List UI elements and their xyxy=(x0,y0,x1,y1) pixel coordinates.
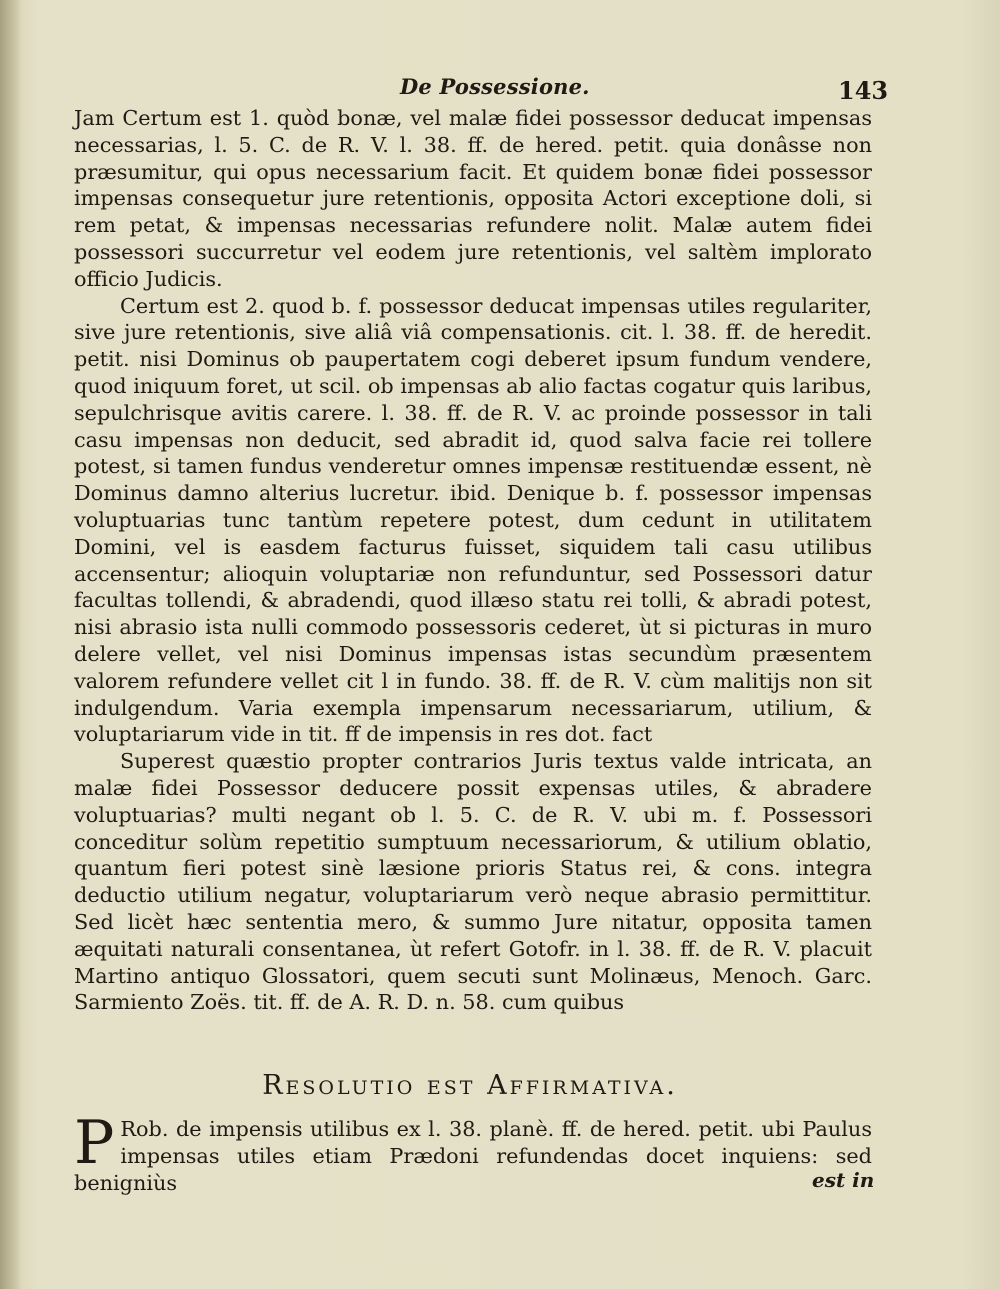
page-spine-shadow xyxy=(0,0,22,1289)
resolution-paragraph xyxy=(74,1108,875,1197)
page-header xyxy=(0,70,1000,106)
paragraph-3: Superest quæstio propter contrarios Juris textus valde intricata, an malæ fidei Possessor deducere possit expensas utiles, & abradere voluptuarias? multi negant ob l. 5. C. de R. V. ubi m. f. Possessori conceditur solùm repetitio sumptuum necessariorum, & utilium oblatio, quantum fieri potest sinè læsione prioris Status rei, & cons. integra deductio utilium negatur, voluptariarum verò neque abrasio permittitur. Sed licèt hæc sententia mero, & summo Jure nitatur, opposita tamen æquitati naturali consentanea, ùt refert Gotofr. in l. 38. ff. de R. V. placuit Martino antiquo Glossatori, quem secuti sunt Molinæus, Menoch. Garc. Sarmiento Zoës. tit. ff. de A. R. D. n. 58. cum quibus xyxy=(74,749,872,1015)
running-title: De Possessione. xyxy=(400,74,590,99)
section-heading: Resolutio est Affirmativa. xyxy=(262,1070,678,1101)
drop-cap: P xyxy=(74,1108,115,1178)
page-number: 143 xyxy=(838,76,889,105)
body-text xyxy=(74,105,872,1016)
catchword: est in xyxy=(812,1168,875,1192)
paragraph-2: Certum est 2. quod b. f. possessor deducat impensas utiles regulariter, sive jure retentionis, sive aliâ viâ compensationis. cit. l. 38. ff. de heredit. petit. nisi Dominus ob paupertatem cogi deberet ipsum fundum vendere, quod iniquum foret, ut scil. ob impensas ab alio factas cogatur quis laribus, sepulchrisque avitis carere. l. 38. ff. de R. V. ac proinde possessor in tali casu impensas non deducit, sed abradit id, quod salva facie rei tollere potest, si tamen fundus venderetur omnes impensæ restituendæ essent, nè Dominus damno alterius lucretur. ibid. Denique b. f. possessor impensas voluptuarias tunc tantùm repetere potest, dum cedunt in utilitatem Domini, vel is easdem facturus fuisset, siquidem tali casu utilibus accensentur; alioquin voluptariæ non refunduntur, sed Possessori datur facultas tollendi, & abradendi, quod illæso statu rei tolli, & abradi potest, nisi abrasio ista nulli commodo possessoris cederet, ùt si picturas in muro delere vellet, vel nisi Dominus impensas istas secundùm præsentem valorem refundere vellet cit l in fundo. 38. ff. de R. V. cùm malitijs non sit indulgendum. Varia exempla impensarum necessariarum, utilium, & voluptariarum vide in tit. ff de impensis in res dot. fact xyxy=(74,293,872,747)
paragraph-1: Jam Certum est 1. quòd bonæ, vel malæ fidei possessor deducat impensas necessarias, l. 5. C. de R. V. l. 38. ff. de hered. petit. quia donâsse non præsumitur, qui opus necessarium facit. Et quidem bonæ fidei possessor impensas consequetur jure retentionis, opposita Actori exceptione doli, si rem petat, & impensas necessarias refundere nolit. Malæ autem fidei possessori succurretur vel eodem jure retentionis, vel saltèm implorato officio Judicis. xyxy=(74,106,872,291)
resolution-text: Rob. de impensis utilibus ex l. 38. planè. ff. de hered. petit. ubi Paulus impensas utiles etiam Prædoni refundendas docet inquiens: sed benigniùs xyxy=(74,1117,872,1195)
